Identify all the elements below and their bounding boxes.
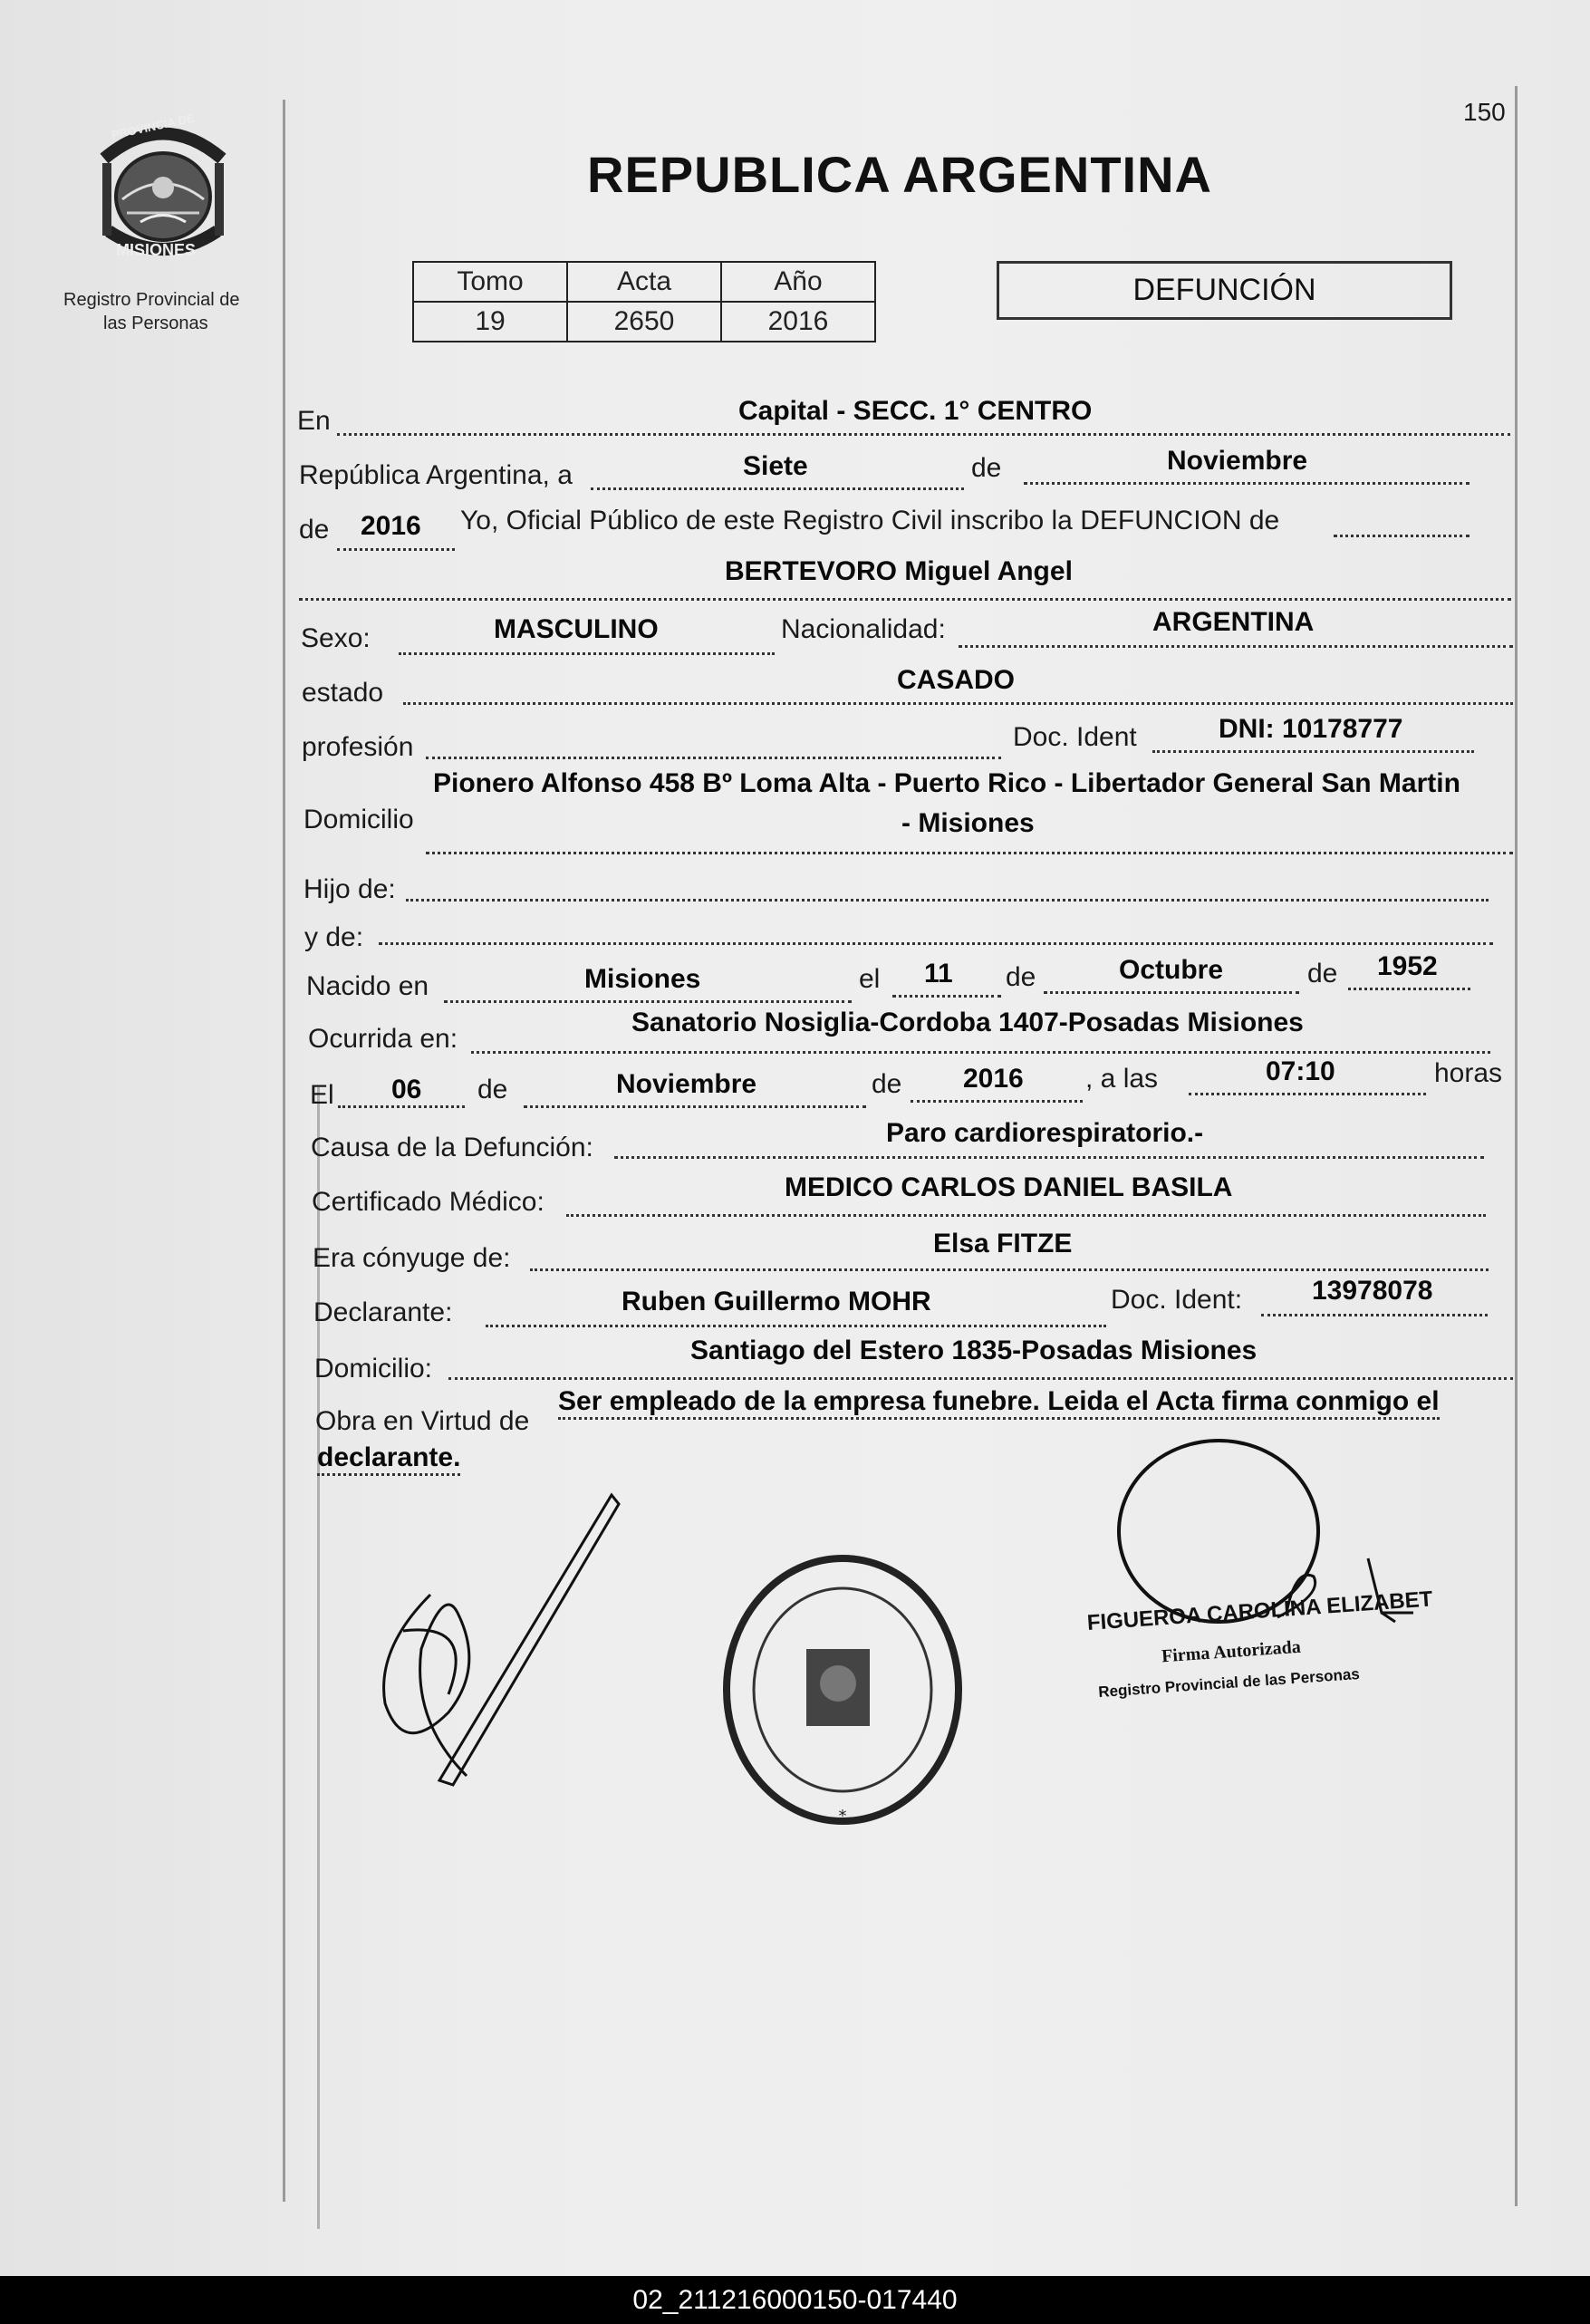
deceased-name: BERTEVORO Miguel Angel bbox=[725, 556, 1073, 586]
de6-label: de bbox=[872, 1069, 902, 1099]
footer-code-bar: 02_211216000150-017440 bbox=[0, 2276, 1590, 2324]
seal-bottom-text: MISIONES bbox=[116, 241, 197, 259]
estado-dotted-line bbox=[403, 702, 1513, 705]
registrar-name: FIGUEROA CAROLINA ELIZABET bbox=[1086, 1586, 1434, 1635]
death-time: 07:10 bbox=[1266, 1056, 1335, 1086]
causa-value: Paro cardiorespiratorio.- bbox=[886, 1118, 1204, 1148]
causa-dotted-line bbox=[614, 1156, 1484, 1159]
register-table-header-row bbox=[413, 262, 875, 302]
tomo-header: Tomo bbox=[413, 262, 567, 302]
registrar-office: Registro Provincial de las Personas bbox=[1097, 1664, 1361, 1702]
estado-value: CASADO bbox=[897, 665, 1016, 695]
certificado-dotted-line bbox=[566, 1214, 1486, 1217]
death-day: 06 bbox=[391, 1075, 422, 1104]
hijo-label: Hijo de: bbox=[304, 874, 396, 904]
day-dotted-line bbox=[591, 487, 964, 490]
register-table bbox=[412, 261, 876, 342]
month-dotted-line bbox=[1024, 482, 1470, 485]
hijo-dotted-line bbox=[406, 899, 1489, 902]
nacionalidad-label: Nacionalidad: bbox=[781, 614, 946, 644]
nacido-dotted-line bbox=[444, 1000, 852, 1003]
svg-text:*: * bbox=[838, 1807, 847, 1826]
domicilio-line2: - Misiones bbox=[901, 808, 1035, 838]
conyuge-dotted-line bbox=[530, 1268, 1489, 1271]
certificado-value: MEDICO CARLOS DANIEL BASILA bbox=[785, 1172, 1233, 1202]
en-dotted-line bbox=[337, 433, 1510, 436]
doc-label: Doc. Ident bbox=[1013, 722, 1137, 752]
causa-label: Causa de la Defunción: bbox=[311, 1133, 593, 1162]
registry-caption-line1: Registro Provincial de bbox=[63, 290, 240, 310]
doc-value: DNI: 10178777 bbox=[1219, 714, 1403, 744]
death-day-dotted-line bbox=[338, 1105, 465, 1108]
nacido-value: Misiones bbox=[584, 964, 701, 994]
year-dotted-line bbox=[337, 548, 455, 551]
profesion-dotted-line bbox=[426, 757, 1001, 759]
registry-caption-line2: las Personas bbox=[103, 313, 208, 333]
act-type-box: DEFUNCIÓN bbox=[997, 261, 1452, 320]
birth-year-dotted-line bbox=[1348, 988, 1470, 990]
sexo-label: Sexo: bbox=[301, 623, 371, 653]
el2-label: El bbox=[310, 1080, 334, 1110]
death-month: Noviembre bbox=[616, 1069, 757, 1099]
de3-label: de bbox=[1006, 962, 1036, 992]
en-value: Capital - SECC. 1° CENTRO bbox=[738, 396, 1093, 426]
registrar-signature bbox=[1105, 1432, 1486, 1667]
page-number: 150 bbox=[1463, 98, 1506, 126]
yde-label: y de: bbox=[304, 922, 364, 952]
declarante-dotted-line bbox=[486, 1325, 1106, 1327]
domicilio-line1: Pionero Alfonso 458 Bº Loma Alta - Puerto Rico - Libertador General San Martin bbox=[433, 768, 1460, 798]
birth-day-dotted-line bbox=[892, 995, 1001, 998]
republica-label: República Argentina, a bbox=[299, 460, 573, 490]
de4-label: de bbox=[1307, 959, 1338, 988]
birth-year: 1952 bbox=[1377, 951, 1438, 981]
birth-day: 11 bbox=[924, 959, 953, 988]
left-margin-rule bbox=[283, 100, 285, 2202]
sexo-dotted-line bbox=[399, 652, 775, 655]
doc2-label: Doc. Ident: bbox=[1111, 1285, 1243, 1315]
oficial-end-dotted-line bbox=[1334, 535, 1470, 537]
oficial-text: Yo, Oficial Público de este Registro Civil inscribo la DEFUNCION de bbox=[460, 506, 1280, 535]
ocurrida-label: Ocurrida en: bbox=[308, 1024, 458, 1054]
death-time-dotted-line bbox=[1189, 1093, 1426, 1095]
de2-label: de bbox=[299, 515, 330, 545]
death-month-dotted-line bbox=[524, 1105, 866, 1108]
declarante-value: Ruben Guillermo MOHR bbox=[622, 1287, 931, 1316]
obra-value-line1: Ser empleado de la empresa funebre. Leida el Acta firma conmigo el bbox=[558, 1386, 1440, 1420]
de1-label: de bbox=[971, 453, 1002, 483]
registrar-role: Firma Autorizada bbox=[1161, 1636, 1302, 1667]
death-year: 2016 bbox=[963, 1064, 1024, 1094]
declarant-signature bbox=[367, 1486, 630, 1794]
doc2-value: 13978078 bbox=[1312, 1276, 1433, 1306]
obra-value-line2: declarante. bbox=[317, 1442, 460, 1476]
obra-label: Obra en Virtud de bbox=[315, 1406, 530, 1436]
nacionalidad-value: ARGENTINA bbox=[1152, 607, 1315, 637]
year-value: 2016 bbox=[361, 511, 421, 541]
horas-label: horas bbox=[1434, 1058, 1503, 1088]
nacionalidad-dotted-line bbox=[959, 645, 1513, 648]
estado-label: estado bbox=[302, 678, 384, 708]
alas-label: , a las bbox=[1085, 1064, 1159, 1094]
day-value: Siete bbox=[743, 451, 808, 481]
doc-dotted-line bbox=[1152, 750, 1474, 753]
birth-month-dotted-line bbox=[1044, 991, 1299, 994]
de5-label: de bbox=[477, 1075, 508, 1104]
acta-value: 2650 bbox=[567, 302, 721, 342]
document-title: REPUBLICA ARGENTINA bbox=[587, 146, 1212, 203]
month-value: Noviembre bbox=[1167, 446, 1308, 476]
anio-header: Año bbox=[721, 262, 875, 302]
nacido-label: Nacido en bbox=[306, 971, 429, 1001]
deceased-dotted-line bbox=[299, 598, 1511, 601]
birth-month: Octubre bbox=[1119, 955, 1224, 985]
doc2-dotted-line bbox=[1261, 1314, 1488, 1316]
ocurrida-dotted-line bbox=[471, 1051, 1490, 1054]
profesion-label: profesión bbox=[302, 732, 414, 762]
acta-header: Acta bbox=[567, 262, 721, 302]
official-round-stamp bbox=[716, 1549, 969, 1830]
conyuge-label: Era cónyuge de: bbox=[313, 1243, 511, 1273]
domicilio2-label: Domicilio: bbox=[314, 1354, 433, 1384]
domicilio2-dotted-line bbox=[448, 1377, 1513, 1380]
en-label: En bbox=[297, 406, 331, 436]
ocurrida-value: Sanatorio Nosiglia-Cordoba 1407-Posadas Misiones bbox=[631, 1008, 1304, 1037]
domicilio2-value: Santiago del Estero 1835-Posadas Misiones bbox=[690, 1336, 1258, 1365]
seal-top-text: PROVINCIA DE bbox=[110, 111, 196, 142]
domicilio-dotted-line bbox=[426, 852, 1513, 854]
yde-dotted-line bbox=[379, 942, 1493, 945]
right-margin-rule bbox=[1515, 86, 1518, 2206]
anio-value: 2016 bbox=[721, 302, 875, 342]
certificado-label: Certificado Médico: bbox=[312, 1187, 544, 1217]
conyuge-value: Elsa FITZE bbox=[933, 1229, 1073, 1258]
tomo-value: 19 bbox=[413, 302, 567, 342]
sexo-value: MASCULINO bbox=[494, 614, 659, 644]
declarante-label: Declarante: bbox=[313, 1297, 453, 1327]
domicilio-label: Domicilio bbox=[304, 805, 414, 834]
register-table-value-row bbox=[413, 302, 875, 342]
el-label: el bbox=[859, 964, 881, 994]
death-year-dotted-line bbox=[911, 1100, 1083, 1103]
